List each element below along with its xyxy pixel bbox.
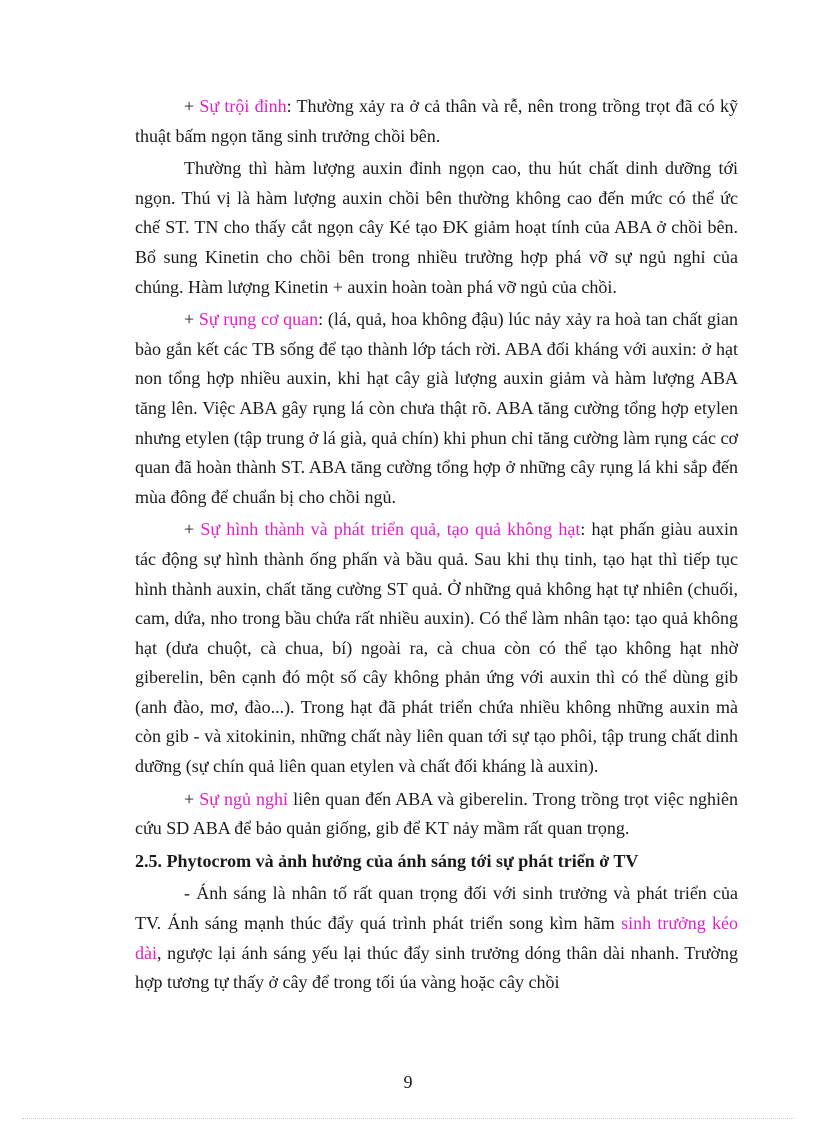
term-apical-dominance: Sự trội đỉnh [199, 96, 287, 116]
paragraph-organ-abscission: + Sự rụng cơ quan: (lá, quả, hoa không đậu) lúc nảy xảy ra hoà tan chất gian bào gắn kết các TB sống để tạo thành lớp tách rời. ABA đối kháng với auxin: ở hạt non tổng hợp nhiều auxin, khi hạt cây già lượng auxin giảm và hàm lượng ABA tăng lên. Việc ABA gây rụng lá còn chưa thật rõ. ABA tăng cường tổng hợp etylen nhưng etylen (tập trung ở lá già, quả chín) khi phun chỉ tăng cường làm rụng các cơ quan đã hoàn thành ST. ABA tăng cường tổng hợp ở những cây rụng lá khi sắp đến mùa đông để chuẩn bị cho chồi ngủ. [135, 309, 738, 507]
paragraph-light-influence: - Ánh sáng là nhân tố rất quan trọng đối với sinh trưởng và phát triển của TV. Ánh sáng mạnh thúc đẩy quá trình phát triển song kìm hãm sinh trưởng kéo dài, ngược lại ánh sáng yếu lại thúc đẩy sinh trưởng dóng thân dài nhanh. Trường hợp tương tự thấy ở cây để trong tối úa vàng hoặc cây chồi [135, 883, 738, 993]
term-organ-abscission: Sự rụng cơ quan [198, 309, 319, 330]
term-elongation-growth: sinh trưởng kéo dài [135, 913, 738, 963]
paragraph-auxin-content: Thường thì hàm lượng auxin đỉnh ngọn cao, thu hút chất dinh dưỡng tới ngọn. Thú vị là hàm lượng auxin chồi bên thường không cao đến mức có thể ức chế ST. TN cho thấy cắt ngọn cây Ké tạo ĐK giảm hoạt tính của ABA ở chồi bên. Bổ sung Kinetin cho chồi bên trong nhiều trường hợp phá vỡ sự ngủ nghỉ của chúng. Hàm lượng Kinetin + auxin hoàn toàn phá vỡ ngủ của chồi. [135, 158, 738, 297]
paragraph-fruit-development: + Sự hình thành và phát triển quả, tạo quả không hạt: hạt phấn giàu auxin tác động sự hình thành ống phấn và bầu quả. Sau khi thụ tinh, tạo hạt thì tiếp tục hình thành auxin, chất tăng cường ST quả. Ở những quả không hạt tự nhiên (chuối, cam, dứa, nho trong bầu chứa rất nhiều auxin). Có thể làm nhân tạo: tạo quả không hạt (dưa chuột, cà chua, bí) ngoài ra, cà chua còn có thể tạo không hạt nhờ giberelin, bên cạnh đó một số cây không phản ứng với auxin thì có thể dùng gib (anh đào, mơ, đào...). Trong hạt đã phát triển chứa nhiều không những auxin mà còn gib - và xitokinin, những chất này liên quan tới sự tạo phôi, tập trung chất dinh dưỡng (sự chín quả liên quan etylen và chất đối kháng là auxin). [135, 519, 739, 777]
paragraph-dormancy: + Sự ngủ nghỉ liên quan đến ABA và giberelin. Trong trồng trọt việc nghiên cứu SD ABA để bảo quản giống, gib để KT nảy mầm rất quan trọng. [135, 788, 738, 839]
term-dormancy: Sự ngủ nghỉ [199, 788, 289, 809]
document-body [135, 92, 738, 1001]
page-number: 9 [403, 1072, 413, 1092]
paragraph-apical-dominance: + Sự trội đỉnh: Thường xảy ra ở cả thân và rễ, nên trong trồng trọt đã có kỹ thuật bấm ngọn tăng sinh trưởng chồi bên. [135, 96, 738, 146]
footer-divider [22, 1118, 794, 1119]
term-fruit-development: Sự hình thành và phát triển quả, tạo quả không hạt [200, 519, 581, 540]
section-heading: 2.5. Phytocrom và ảnh hưởng của ánh sáng tới sự phát triển ở TV [135, 850, 639, 871]
